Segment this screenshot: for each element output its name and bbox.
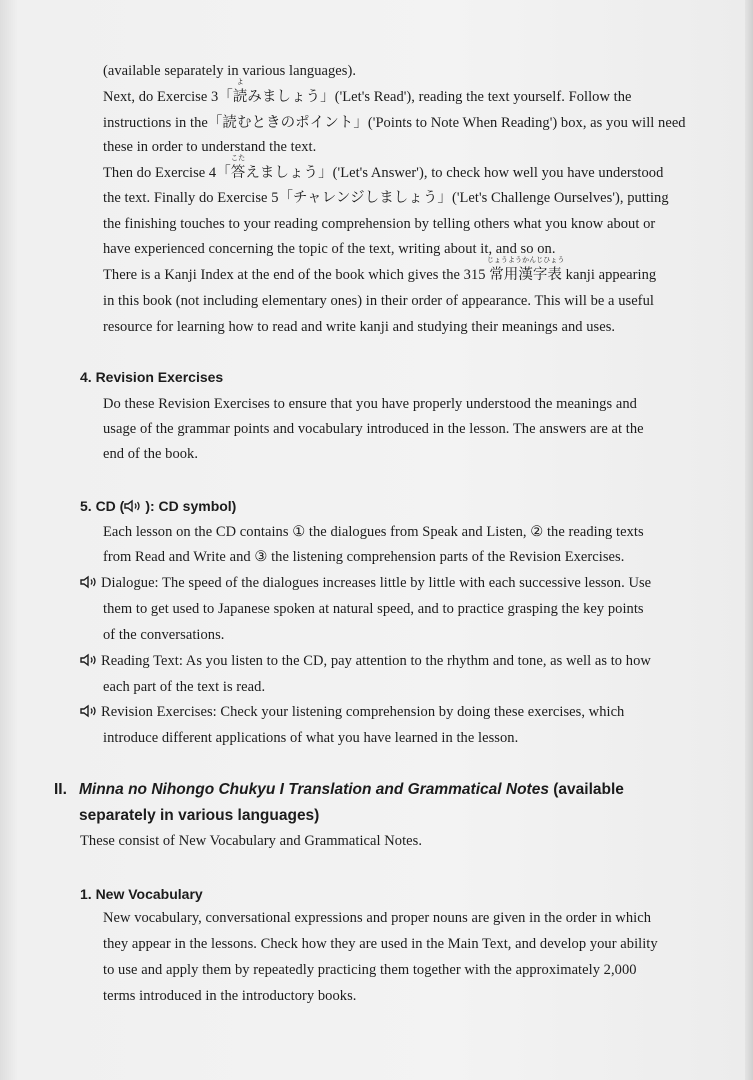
section-heading: 1. New Vocabulary [80, 886, 203, 902]
text-line: the finishing touches to your reading comprehension by telling others what you know about or [103, 216, 656, 232]
text-line: Revision Exercises: Check your listening comprehension by doing these exercises, which [80, 703, 624, 721]
text-line: Do these Revision Exercises to ensure that you have properly understood the meanings and [103, 396, 637, 412]
text-line: There is a Kanji Index at the end of the book which gives the 315 じょうようかんじひょう 常用漢字表 kanji appearing [103, 256, 657, 283]
speaker-icon [80, 653, 100, 667]
speaker-icon [80, 575, 100, 589]
text-line: of the conversations. [103, 627, 225, 643]
page-edge [745, 0, 753, 1080]
text-line: end of the book. [103, 446, 199, 462]
text-line: they appear in the lessons. Check how they are used in the Main Text, and develop your ability [103, 936, 658, 952]
text-line: in this book (not including elementary ones) in their order of appearance. This will be a useful [103, 293, 654, 309]
text-line: usage of the grammar points and vocabulary introduced in the lesson. The answers are at the [103, 421, 644, 437]
text-line: have experienced concerning the topic of the text, writing about it, and so on. [103, 241, 556, 257]
text-line: each part of the text is read. [103, 679, 266, 695]
text-line: Dialogue: The speed of the dialogues increases little by little with each successive lesson. Use [80, 574, 651, 592]
speaker-icon [124, 499, 144, 513]
text-line: from Read and Write and ③ the listening comprehension parts of the Revision Exercises. [103, 549, 625, 565]
text-line: Each lesson on the CD contains ① the dialogues from Speak and Listen, ② the reading texts [103, 524, 644, 540]
text-line: (available separately in various languages). [103, 63, 357, 79]
text-line: terms introduced in the introductory books. [103, 988, 357, 1004]
part-title: Minna no Nihongo Chukyu I Translation and Grammatical Notes (available [79, 781, 624, 798]
text-line: These consist of New Vocabulary and Grammatical Notes. [80, 833, 423, 849]
text-line: New vocabulary, conversational expressions and proper nouns are given in the order in which [103, 910, 651, 926]
text-line: introduce different applications of what you have learned in the lesson. [103, 730, 519, 746]
text-line: to use and apply them by repeatedly practicing them together with the approximately 2,000 [103, 962, 637, 978]
text-line: Next, do Exercise 3「 よ 読みましょう」('Let's Read'), reading the text yourself. Follow the [103, 78, 632, 105]
section-heading: 5. CD ( ): CD symbol) [80, 498, 237, 514]
part-title-line2: separately in various languages) [79, 807, 320, 824]
text-line: them to get used to Japanese spoken at natural speed, and to practice grasping the key points [103, 601, 644, 617]
text-line: the text. Finally do Exercise 5「チャレンジしましょう」('Let's Challenge Ourselves'), putting [103, 190, 669, 206]
text-line: Then do Exercise 4「 こた 答えましょう」('Let's Answer'), to check how well you have understood [103, 154, 664, 181]
text-line: resource for learning how to read and write kanji and studying their meanings and uses. [103, 319, 616, 335]
text-line: instructions in the「読むときのポイント」('Points to Note When Reading') box, as you will need [103, 115, 686, 131]
section-heading: 4. Revision Exercises [80, 369, 224, 385]
text-line: Reading Text: As you listen to the CD, pay attention to the rhythm and tone, as well as to how [80, 652, 651, 670]
text-line: these in order to understand the text. [103, 139, 317, 155]
part-number: II. [54, 781, 67, 798]
speaker-icon [80, 704, 100, 718]
